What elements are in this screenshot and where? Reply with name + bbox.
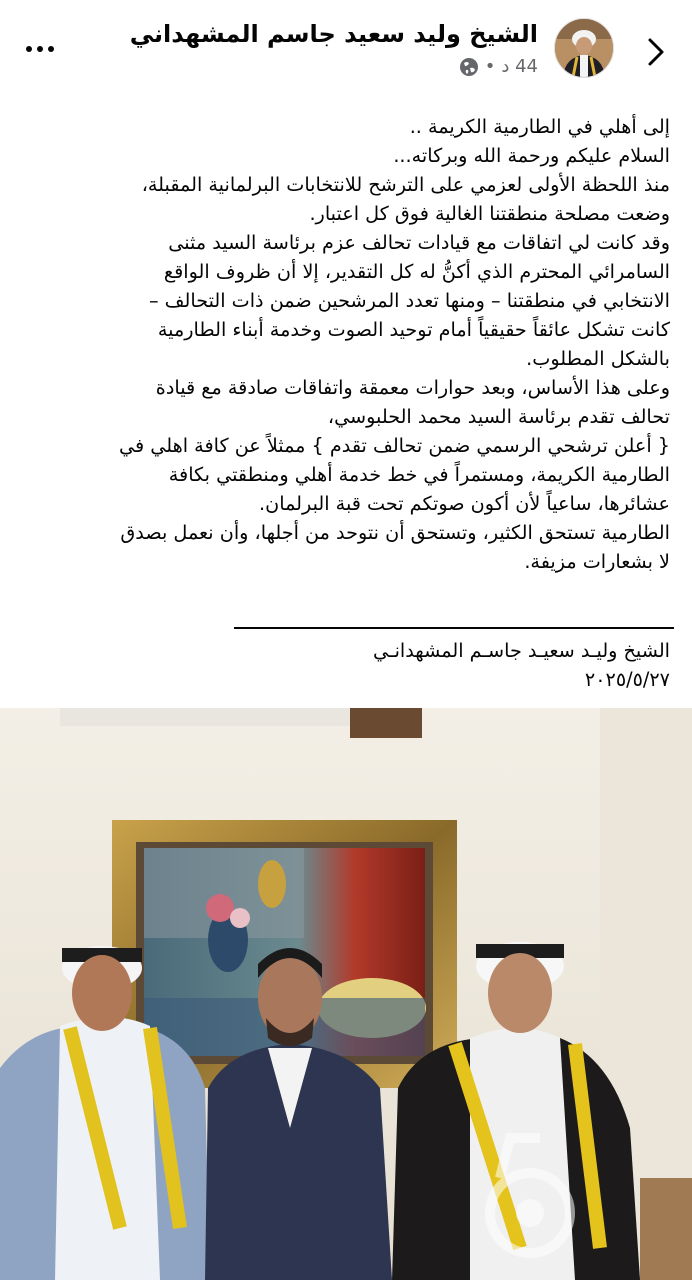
post-line: السامرائي المحترم الذي أكنُّ له كل التقدير، إلا أن ظروف الواقع	[163, 260, 670, 283]
post-time[interactable]: 44 د	[501, 56, 538, 77]
post-line: بالشكل المطلوب.	[526, 347, 670, 370]
post-meta	[459, 56, 538, 77]
post-line: منذ اللحظة الأولى لعزمي على الترشح للانتخابات البرلمانية المقبلة،	[141, 173, 670, 196]
more-options-button[interactable]	[20, 34, 60, 64]
meta-separator: •	[484, 56, 496, 77]
post-line: كانت تشكل عائقاً حقيقياً أمام توحيد الصوت وخدمة أبناء الطارمية	[157, 318, 670, 341]
post-text	[20, 112, 670, 576]
post-line: السلام عليكم ورحمة الله وبركاته...	[393, 144, 670, 167]
globe-icon	[459, 57, 479, 77]
signature-date: ٢٠٢٥/٥/٢٧	[584, 668, 670, 691]
post-line: تحالف تقدم برئاسة السيد محمد الحلبوسي،	[327, 405, 670, 428]
back-arrow-icon	[642, 32, 670, 72]
back-button[interactable]	[642, 32, 670, 72]
post-line: وضعت مصلحة منطقتنا الغالية فوق كل اعتبار.	[309, 202, 670, 225]
post-line: الانتخابي في منطقتنا – ومنها تعدد المرشحين ضمن ذات التحالف –	[148, 289, 670, 312]
more-icon	[26, 46, 32, 52]
post-line: وقد كانت لي اتفاقات مع قيادات تحالف عزم برئاسة السيد مثنى	[168, 231, 670, 254]
post-line: لا بشعارات مزيفة.	[524, 550, 670, 573]
post-line: الطارمية تستحق الكثير، وتستحق أن نتوحد من أجلها، وأن نعمل بصدق	[120, 521, 670, 544]
post-line: وعلى هذا الأساس، وبعد حوارات معمقة واتفاقات صادقة مع قيادة	[155, 376, 670, 399]
signature-divider	[234, 627, 674, 629]
signature-name: الشيخ وليـد سعيـد جاسـم المشهدانـي	[372, 639, 670, 662]
signature-block	[373, 636, 670, 694]
post-header	[0, 0, 692, 100]
author-name[interactable]: الشيخ وليد سعيد جاسم المشهداني	[129, 20, 538, 48]
post-line: إلى أهلي في الطارمية الكريمة ..	[409, 115, 670, 138]
post-photo[interactable]	[0, 708, 692, 1280]
avatar-image	[555, 19, 613, 77]
post-line: { أعلن ترشحي الرسمي ضمن تحالف تقدم } ممثلاً عن كافة اهلي في	[119, 434, 670, 457]
post-line: الطارمية الكريمة، ومستمراً في خط خدمة أهلي ومنطقتي بكافة	[168, 463, 670, 486]
photo-illustration	[0, 708, 692, 1280]
author-avatar[interactable]	[554, 18, 614, 78]
post-line: عشائرها، ساعياً لأن أكون صوتكم تحت قبة البرلمان.	[259, 492, 670, 515]
